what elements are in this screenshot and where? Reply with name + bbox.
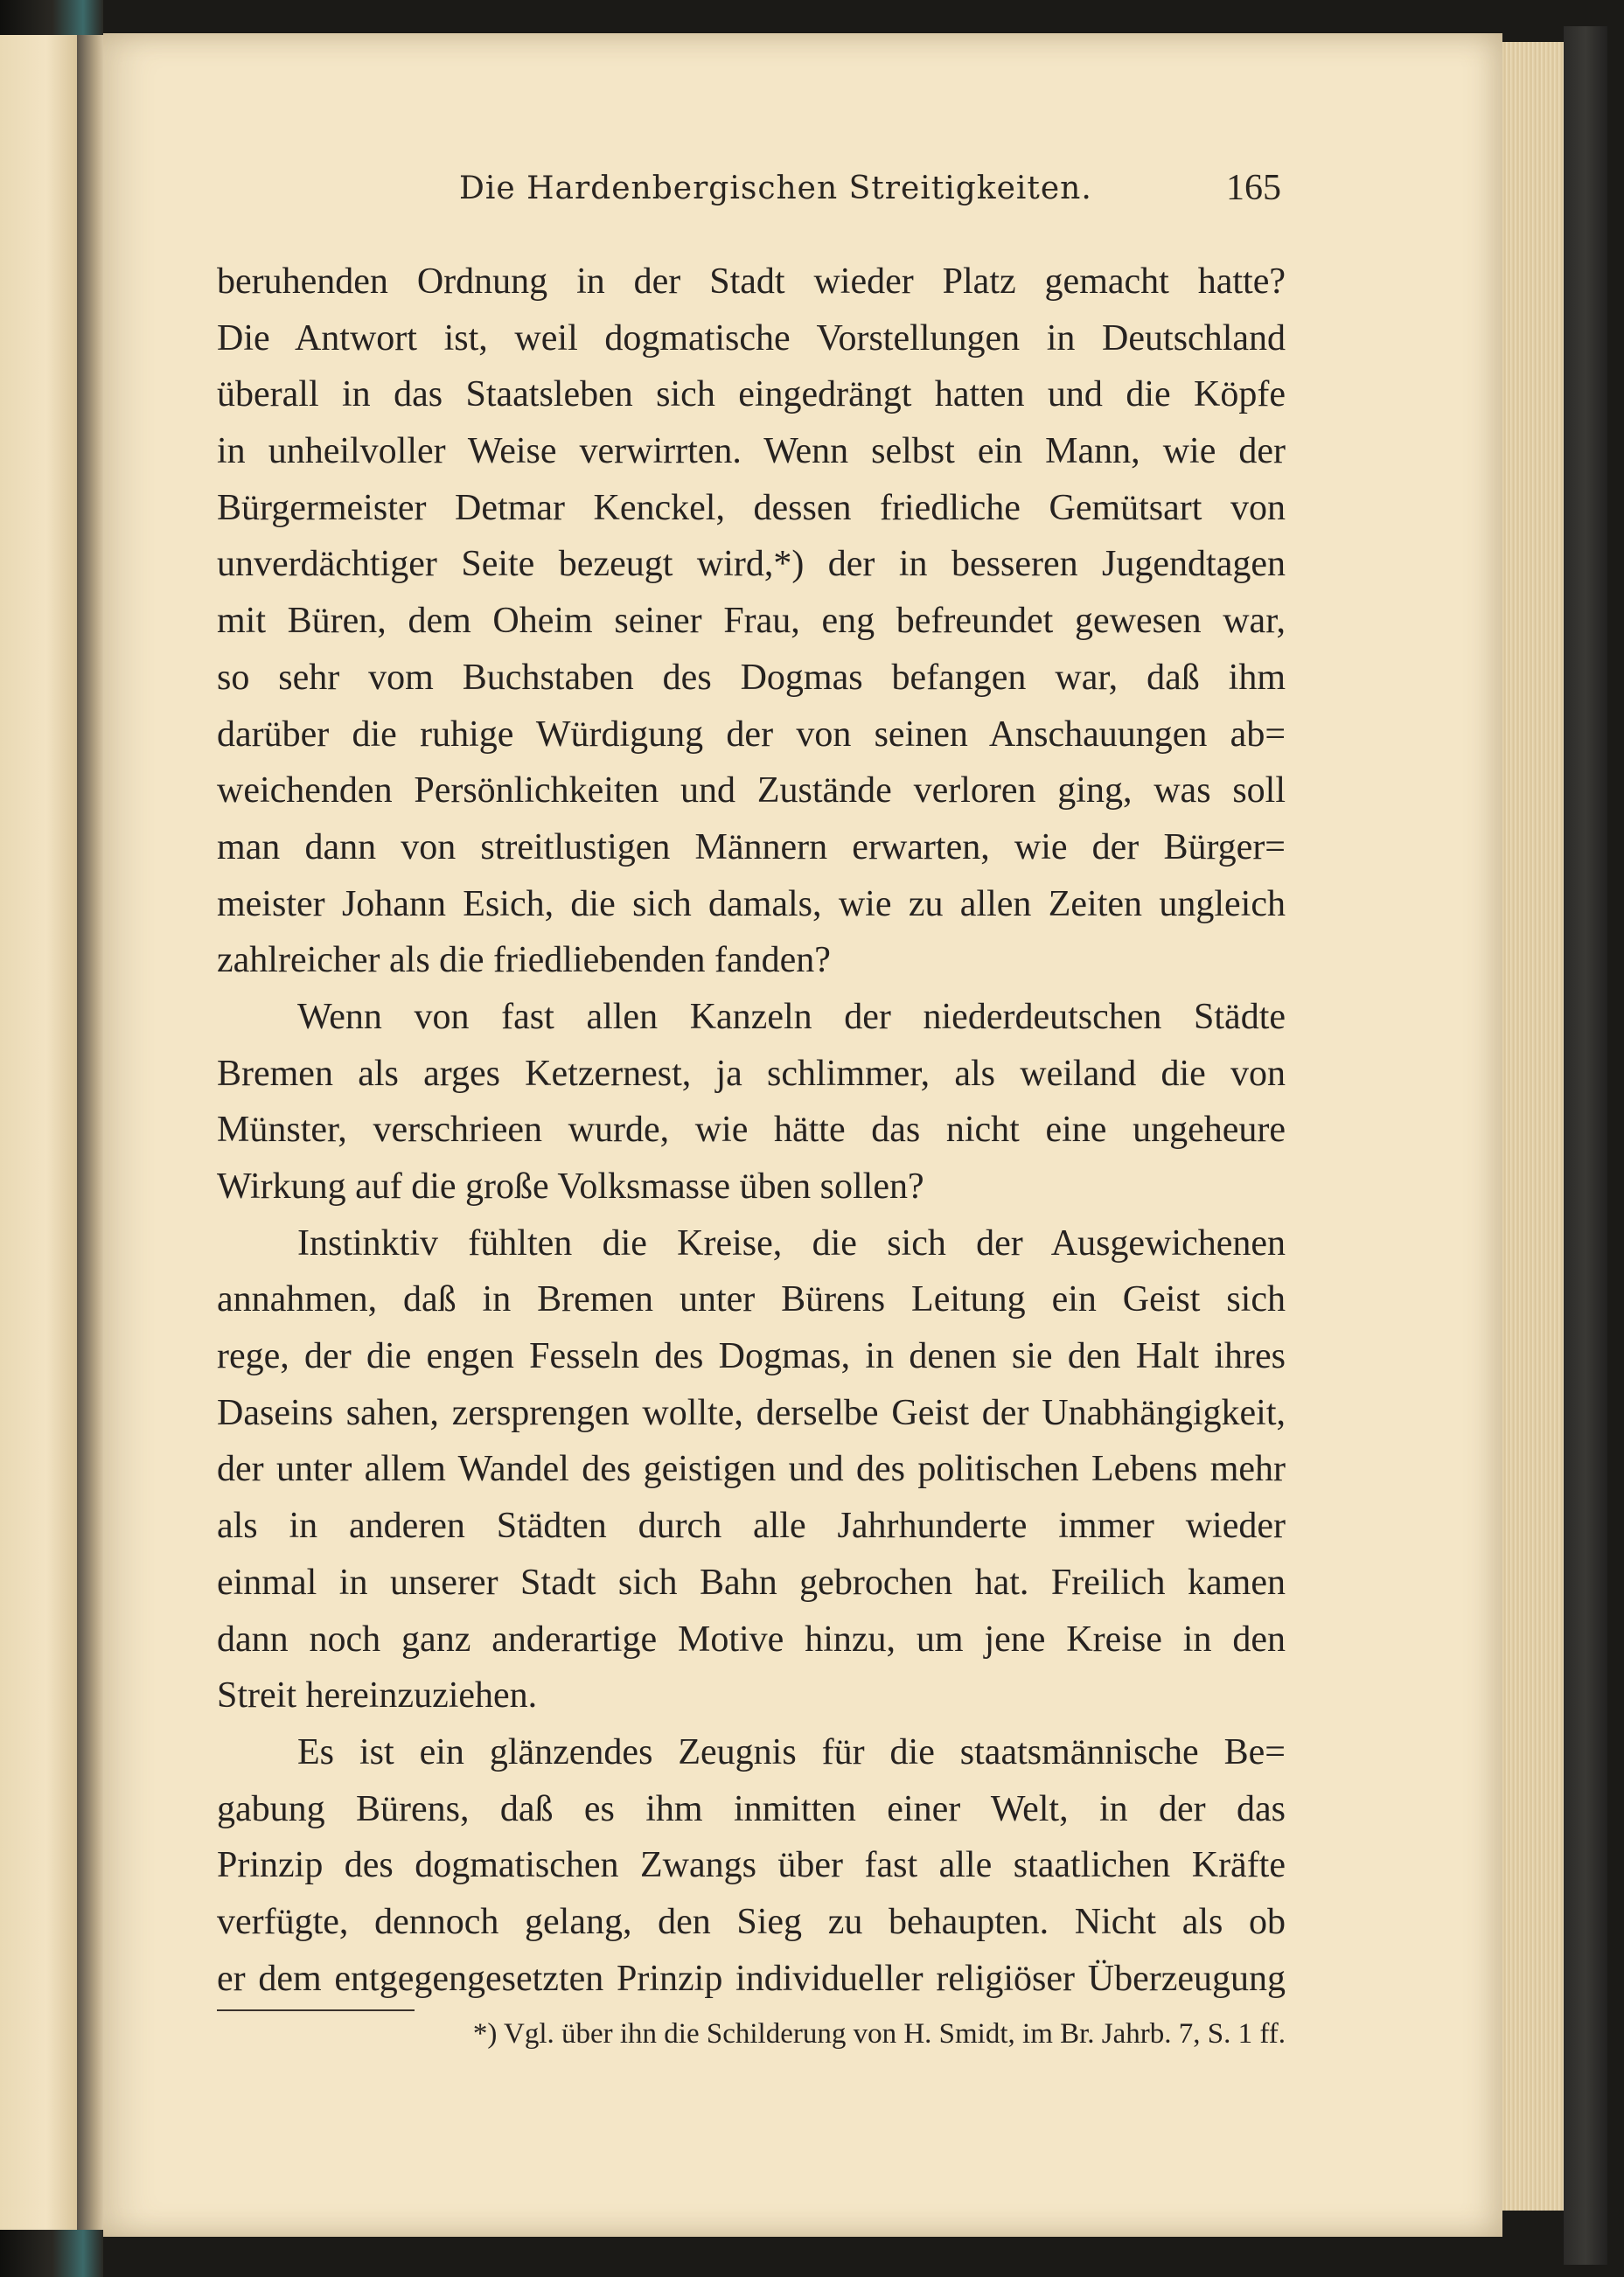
text-line: Bremen als arges Ketzernest, ja schlimmer, als weiland die von bbox=[217, 1053, 1286, 1094]
page-block-edge bbox=[1502, 42, 1564, 2211]
text-line: Die Antwort ist, weil dogmatische Vorstellungen in Deutschland bbox=[217, 317, 1286, 359]
text-line: zahlreicher als die friedliebenden fanden? bbox=[217, 940, 831, 981]
text-line: Daseins sahen, zersprengen wollte, derselbe Geist der Unabhängigkeit, bbox=[217, 1392, 1286, 1433]
text-line: er dem entgegengesetzten Prinzip individueller religiöser Überzeugung bbox=[217, 1958, 1286, 1999]
text-line: unverdächtiger Seite bezeugt wird,*) der in besseren Jugendtagen bbox=[217, 544, 1286, 585]
text-line: rege, der die engen Fesseln des Dogmas, in denen sie den Halt ihres bbox=[217, 1336, 1286, 1377]
text-line: meister Johann Esich, die sich damals, wie zu allen Zeiten ungleich bbox=[217, 883, 1286, 924]
text-line: Münster, verschrieen wurde, wie hätte das nicht eine ungeheure bbox=[217, 1110, 1286, 1151]
text-line: weichenden Persönlichkeiten und Zustände verloren ging, was soll bbox=[217, 770, 1286, 811]
text-line: darüber die ruhige Würdigung der von seinen Anschauungen ab= bbox=[217, 714, 1286, 755]
text-line: Es ist ein glänzendes Zeugnis für die staatsmännische Be= bbox=[297, 1731, 1286, 1772]
text-line: gabung Bürens, daß es ihm inmitten einer Welt, in der das bbox=[217, 1788, 1286, 1829]
footnote-divider bbox=[217, 2009, 415, 2011]
text-line: Wirkung auf die große Volksmasse üben sollen? bbox=[217, 1166, 924, 1207]
text-line: Instinktiv fühlten die Kreise, die sich der Ausgewichenen bbox=[297, 1222, 1286, 1264]
text-line: der unter allem Wandel des geistigen und des politischen Lebens mehr bbox=[217, 1449, 1286, 1490]
text-line: Wenn von fast allen Kanzeln der niederdeutschen Städte bbox=[297, 996, 1286, 1037]
book-cover-right bbox=[1564, 26, 1607, 2265]
facing-page-edge bbox=[0, 35, 77, 2230]
text-line: verfügte, dennoch gelang, den Sieg zu behaupten. Nicht als ob bbox=[217, 1901, 1286, 1942]
text-line: beruhenden Ordnung in der Stadt wieder Platz gemacht hatte? bbox=[217, 261, 1286, 302]
text-line: Streit hereinzuziehen. bbox=[217, 1675, 538, 1716]
body-text bbox=[217, 254, 1286, 2007]
text-line: annahmen, daß in Bremen unter Bürens Leitung ein Geist sich bbox=[217, 1279, 1286, 1320]
text-line: so sehr vom Buchstaben des Dogmas befangen war, daß ihm bbox=[217, 657, 1286, 698]
page-header bbox=[459, 168, 1281, 223]
text-line: als in anderen Städten durch alle Jahrhunderte immer wieder bbox=[217, 1506, 1286, 1547]
text-line: Bürgermeister Detmar Kenckel, dessen friedliche Gemütsart von bbox=[217, 487, 1286, 528]
text-line: man dann von streitlustigen Männern erwarten, wie der Bürger= bbox=[217, 826, 1286, 867]
text-line: einmal in unserer Stadt sich Bahn gebrochen hat. Freilich kamen bbox=[217, 1562, 1286, 1603]
footnote: *) Vgl. über ihn die Schilderung von H. Smidt, im Br. Jahrb. 7, S. 1 ff. bbox=[472, 2018, 1286, 2050]
text-line: in unheilvoller Weise verwirrten. Wenn selbst ein Mann, wie der bbox=[217, 431, 1286, 472]
text-line: überall in das Staatsleben sich eingedrängt hatten und die Köpfe bbox=[217, 374, 1286, 415]
text-line: Prinzip des dogmatischen Zwangs über fast alle staatlichen Kräfte bbox=[217, 1845, 1286, 1886]
running-title: Die Hardenbergischen Streitigkeiten. bbox=[459, 171, 1092, 206]
text-line: mit Büren, dem Oheim seiner Frau, eng befreundet gewesen war, bbox=[217, 601, 1286, 642]
page-number: 165 bbox=[1226, 168, 1281, 208]
text-line: dann noch ganz anderartige Motive hinzu, um jene Kreise in den bbox=[217, 1619, 1286, 1660]
